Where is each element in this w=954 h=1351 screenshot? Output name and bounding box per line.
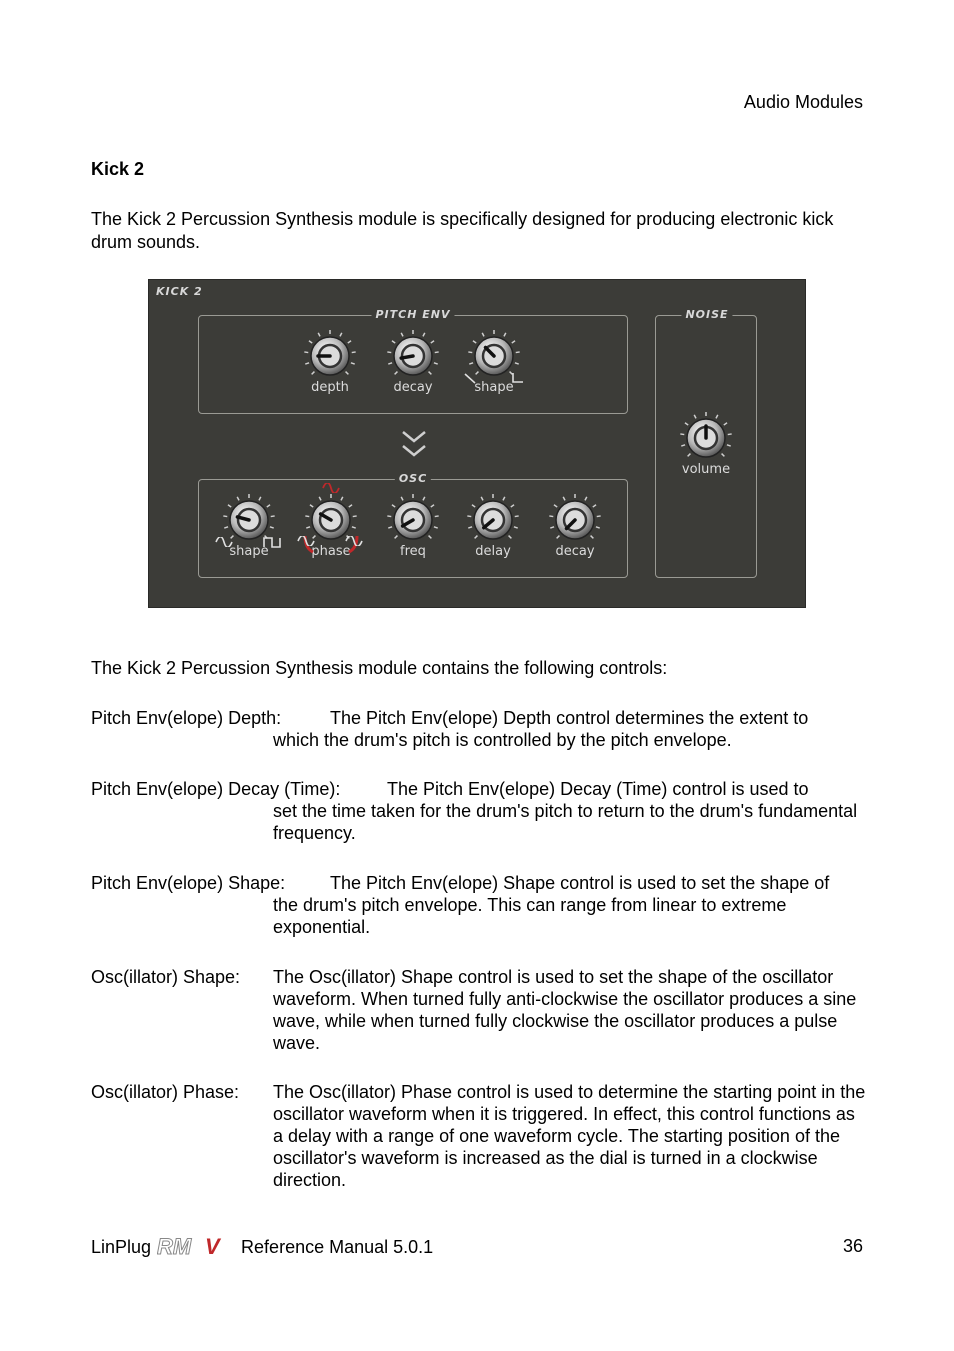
footer-left	[91, 1236, 433, 1258]
kick2-module-panel	[148, 279, 806, 608]
footer-manual-title: Reference Manual 5.0.1	[241, 1236, 434, 1257]
knob-dial-icon	[547, 492, 603, 548]
volume-knob[interactable]	[678, 410, 734, 466]
svg-text:V: V	[205, 1236, 220, 1258]
depth-knob[interactable]	[302, 328, 358, 384]
osc-label: OSC	[395, 472, 431, 485]
knob-dial-icon	[465, 492, 521, 548]
definition-term: Pitch Env(elope) Shape:	[91, 873, 286, 893]
running-header: Audio Modules	[743, 92, 863, 112]
phase-end-sine-icon	[345, 536, 363, 546]
footer-brand: LinPlug	[91, 1236, 152, 1257]
freq-knob-label: freq	[400, 544, 426, 559]
definition-term: Osc(illator) Shape:	[91, 967, 241, 987]
sine-wave-icon	[215, 537, 233, 547]
definition-first-line: The Pitch Env(elope) Decay (Time) control is used to	[387, 779, 809, 799]
definition-osc-phase	[91, 1081, 866, 1191]
definition-text: The Osc(illator) Phase control is used to determine the starting point in the oscillator waveform when it is triggered. In effect, this control functions as a delay with a range of one waveform cycle. The starting position of the oscillator's waveform is increased as the dial is turned in a clockwise direction.	[273, 1082, 866, 1190]
env-decay-knob-label: decay	[393, 380, 433, 395]
env-decay-knob[interactable]	[385, 328, 441, 384]
noise-label: NOISE	[681, 308, 732, 321]
definition-first-line: The Pitch Env(elope) Shape control is used to set the shape of	[330, 873, 830, 893]
volume-knob-label: volume	[681, 462, 731, 477]
pitch-env-label: PITCH ENV	[372, 308, 455, 321]
svg-text:RM: RM	[157, 1236, 192, 1258]
definition-first-line: The Pitch Env(elope) Depth control determines the extent to	[330, 708, 809, 728]
definition-text: which the drum's pitch is controlled by the pitch envelope.	[273, 730, 732, 750]
knob-dial-icon	[302, 328, 358, 384]
phase-start-sine-icon	[297, 536, 315, 546]
env-shape-knob-label: shape	[474, 380, 514, 395]
knob-dial-icon	[385, 328, 441, 384]
page-number: 36	[842, 1236, 863, 1256]
exponential-shape-icon	[511, 372, 525, 384]
rmv-logo	[157, 1236, 235, 1258]
intro-paragraph: The Kick 2 Percussion Synthesis module is specifically designed for producing electronic kick drum sounds.	[91, 209, 834, 252]
delay-knob[interactable]	[465, 492, 521, 548]
definition-term: Pitch Env(elope) Decay (Time):	[91, 779, 341, 799]
section-title: Kick 2	[91, 159, 145, 179]
freq-knob[interactable]	[385, 492, 441, 548]
linear-shape-icon	[463, 372, 477, 384]
osc-decay-knob[interactable]	[547, 492, 603, 548]
phase-knob-label: phase	[311, 544, 351, 559]
depth-knob-label: depth	[311, 380, 349, 395]
pulse-wave-icon	[263, 536, 281, 548]
osc-shape-knob-label: shape	[229, 544, 269, 559]
osc-decay-knob-label: decay	[555, 544, 595, 559]
definition-osc-shape	[91, 966, 866, 1054]
knob-dial-icon	[678, 410, 734, 466]
signal-flow-arrow-icon	[401, 430, 427, 462]
definition-pitch-env-depth	[91, 707, 866, 751]
phase-sine-icon	[322, 483, 340, 493]
definition-term: Pitch Env(elope) Depth:	[91, 708, 282, 728]
definition-text: The Osc(illator) Shape control is used to set the shape of the oscillator waveform. When turned fully anti-clockwise the oscillator produces a sine wave, while when turned fully clockwise the oscillator produces a pulse wave.	[273, 967, 857, 1053]
definition-text: set the time taken for the drum's pitch to return to the drum's fundamental frequency.	[273, 801, 858, 843]
definition-text: the drum's pitch envelope. This can range from linear to extreme exponential.	[273, 895, 787, 937]
knob-dial-icon	[385, 492, 441, 548]
controls-intro: The Kick 2 Percussion Synthesis module contains the following controls:	[91, 658, 668, 678]
definition-pitch-env-shape	[91, 872, 866, 938]
definition-term: Osc(illator) Phase:	[91, 1082, 240, 1102]
definition-pitch-env-decay	[91, 778, 866, 844]
delay-knob-label: delay	[475, 544, 511, 559]
module-title: KICK 2	[156, 285, 203, 298]
